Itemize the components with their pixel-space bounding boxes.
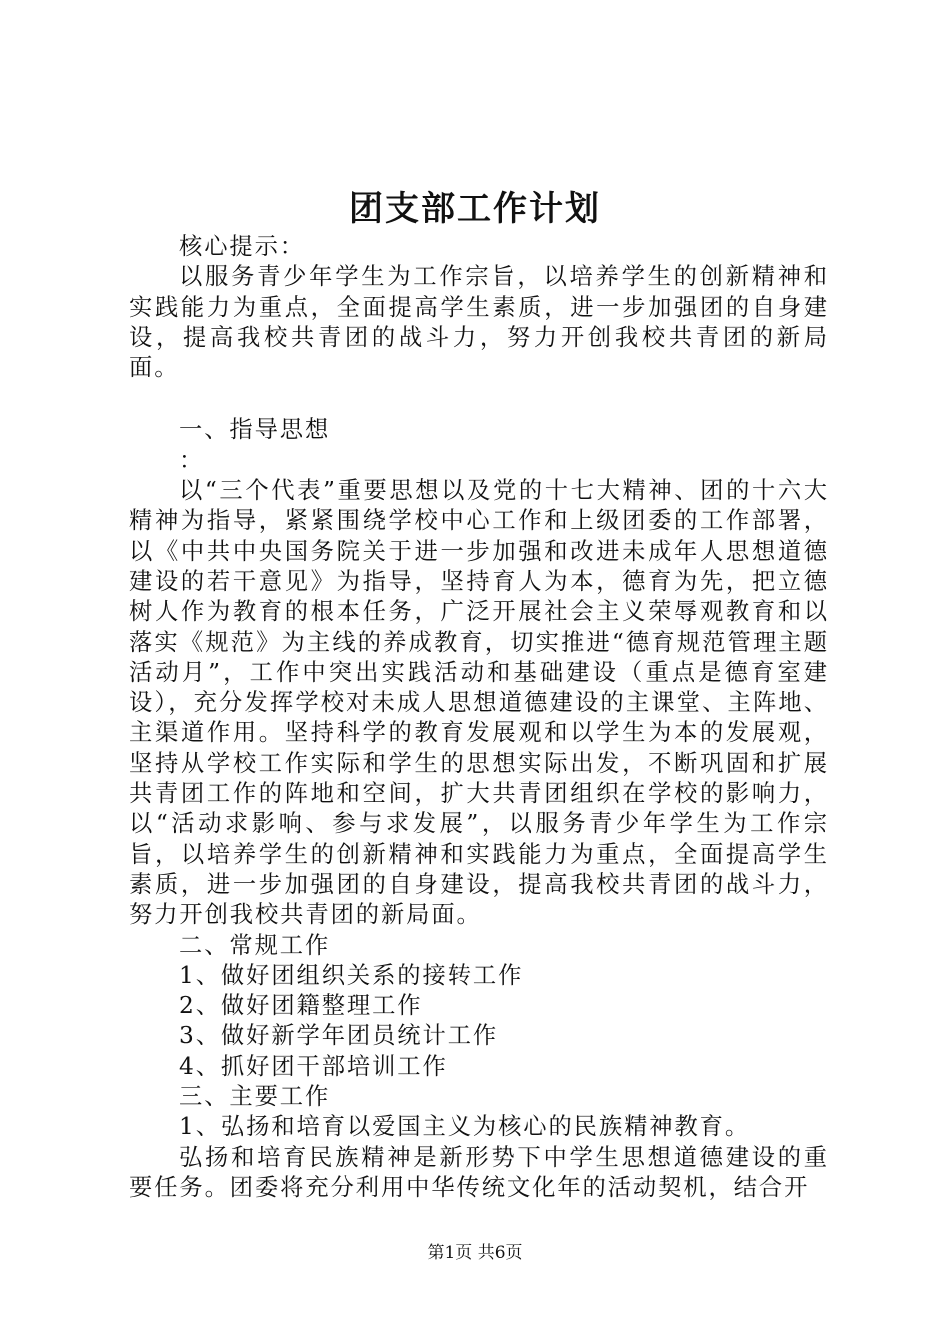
section-3-heading: 三、主要工作 xyxy=(179,1083,331,1111)
section-1-heading: 一、指导思想 xyxy=(179,416,331,444)
section-2-item: 1、做好团组织关系的接转工作 xyxy=(179,961,524,989)
core-label: 核心提示： xyxy=(179,233,305,260)
section-3-item-1-body: 弘扬和培育民族精神是新形势下中学生思想道德建设的重要任务。团委将充分利用中华传统文化年的活动契机，结合开 xyxy=(129,1143,829,1201)
paragraph-gap xyxy=(129,383,829,415)
section-3-item-1: 1、弘扬和培育以爱国主义为核心的民族精神教育。 xyxy=(179,1113,751,1141)
section-2-heading: 二、常规工作 xyxy=(179,931,331,959)
core-text: 以服务青少年学生为工作宗旨，以培养学生的创新精神和实践能力为重点，全面提高学生素质，进一步加强团的自身建设，提高我校共青团的战斗力，努力开创我校共青团的新局面。 xyxy=(129,263,829,382)
section-1-colon: ： xyxy=(179,446,205,474)
section-2-item: 4、抓好团干部培训工作 xyxy=(179,1052,448,1080)
page-number-footer: 第1页 共6页 xyxy=(427,1243,523,1263)
document-title: 团支部工作计划 xyxy=(349,189,601,229)
section-2-item: 2、做好团籍整理工作 xyxy=(179,992,423,1020)
section-1-body: 以“三个代表”重要思想以及党的十七大精神、团的十六大精神为指导，紧紧围绕学校中心工作和上级团委的工作部署，以《中共中央国务院关于进一步加强和改进未成年人思想道德建设的若干意见》为指导，坚持育人为本，德育为先，把立德树人作为教育的根本任务，广泛开展社会主义荣辱观教育和以落实《规范》为主线的养成教育，切实推进“德育规范管理主题活动月”，工作中突出实践活动和基础建设（重点是德育室建设），充分发挥学校对未成人思想道德建设的主课堂、主阵地、主渠道作用。坚持科学的教育发展观和以学生为本的发展观，坚持从学校工作实际和学生的思想实际出发，不断巩固和扩展共青团工作的阵地和空间，扩大共青团组织在学校的影响力，以“活动求影响、参与求发展”，以服务青少年学生为工作宗旨，以培养学生的创新精神和实践能力为重点，全面提高学生素质，进一步加强团的自身建设，提高我校共青团的战斗力，努力开创我校共青团的新局面。 xyxy=(129,477,829,929)
document-body xyxy=(129,232,829,1203)
section-2-item: 3、做好新学年团员统计工作 xyxy=(179,1022,499,1050)
